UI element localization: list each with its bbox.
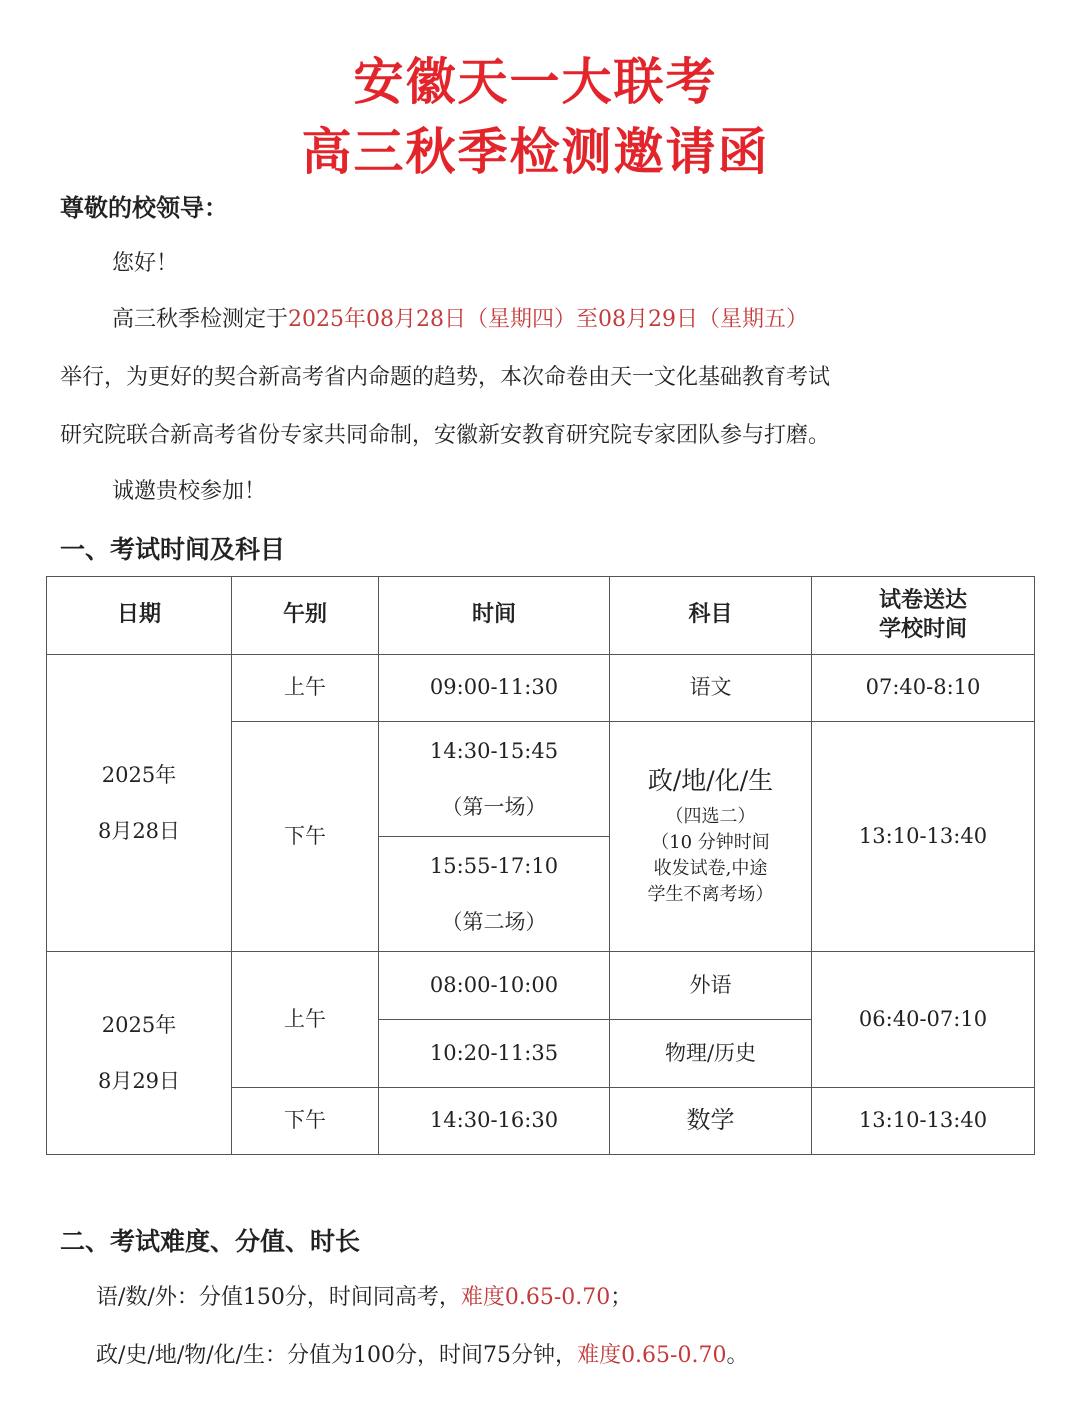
- day2-date-cell: [47, 952, 232, 1155]
- day1-date-cell: [47, 655, 232, 952]
- day1-pm-time2: 15:55-17:10: [429, 854, 559, 878]
- difficulty-row2-red: 难度0.65-0.70: [577, 1343, 727, 1368]
- day2-am-time1: 08:00-10:00: [379, 952, 610, 1020]
- table-row: [47, 655, 1035, 722]
- header-delivery-l1: 试卷送达: [878, 587, 967, 613]
- header-delivery-l2: 学校时间: [878, 616, 967, 642]
- day1-pm-delivery: 13:10-13:40: [812, 722, 1035, 952]
- difficulty-row1-end: ；: [610, 1285, 633, 1310]
- day2-am-delivery: 06:40-07:10: [812, 952, 1035, 1088]
- day1-pm-time1: 14:30-15:45: [429, 739, 559, 763]
- day1-date-l2: 8月28日: [97, 819, 181, 843]
- day1-am-delivery: 07:40-8:10: [812, 655, 1035, 722]
- difficulty-row1-red: 难度0.65-0.70: [460, 1285, 611, 1310]
- difficulty-row2-end: 。: [726, 1343, 749, 1368]
- day2-am-time2: 10:20-11:35: [379, 1020, 610, 1088]
- day1-pm-time1-cell: [379, 722, 610, 837]
- table-row: [47, 952, 1035, 1020]
- day2-date-l1: 2025年: [101, 1013, 177, 1037]
- day2-am-period: 上午: [232, 952, 379, 1088]
- intro-line1: [112, 292, 808, 348]
- day2-pm-delivery: 13:10-13:40: [812, 1088, 1035, 1155]
- day1-pm-note1: （四选二）: [665, 805, 756, 827]
- day2-date-l2: 8月29日: [97, 1069, 181, 1093]
- header-period: 午别: [232, 577, 379, 655]
- day1-pm-session2: （第二场）: [441, 910, 547, 934]
- intro-line2: 举行，为更好的契合新高考省内命题的趋势，本次命卷由天一文化基础教育考试: [60, 365, 831, 390]
- difficulty-row1-text: 语/数/外：分值150分，时间同高考，: [96, 1285, 461, 1310]
- greeting: 尊敬的校领导：: [60, 194, 228, 222]
- difficulty-row1: [96, 1270, 632, 1326]
- day1-pm-note3: 收发试卷,中途: [653, 857, 768, 879]
- day1-pm-subject-cell: [610, 722, 812, 952]
- table-header-row: [47, 577, 1035, 655]
- day1-pm-note2: （10 分钟时间: [651, 831, 770, 853]
- title-line1: 安徽天一大联考: [353, 53, 718, 111]
- title-line2: 高三秋季检测邀请函: [301, 123, 770, 181]
- intro-prefix: 高三秋季检测定于: [112, 307, 289, 332]
- header-delivery: [812, 577, 1035, 655]
- day1-pm-period: 下午: [232, 722, 379, 952]
- day1-pm-note4: 学生不离考场）: [647, 883, 774, 905]
- day2-pm-subject: 数学: [610, 1088, 812, 1155]
- day1-am-time: 09:00-11:30: [379, 655, 610, 722]
- day2-pm-time: 14:30-16:30: [379, 1088, 610, 1155]
- intro-line3: 研究院联合新高考省份专家共同命制，安徽新安教育研究院专家团队参与打磨。: [60, 423, 831, 448]
- difficulty-row2: [96, 1328, 748, 1384]
- day1-pm-time2-cell: [379, 837, 610, 952]
- hello-line: 您好！: [112, 251, 179, 276]
- section1-heading: 一、考试时间及科目: [60, 535, 286, 564]
- day1-date-l1: 2025年: [101, 763, 177, 787]
- day2-am-subject1: 外语: [610, 952, 812, 1020]
- day1-am-period: 上午: [232, 655, 379, 722]
- day1-am-subject: 语文: [610, 655, 812, 722]
- header-subject: 科目: [610, 577, 812, 655]
- section2-heading: 二、考试难度、分值、时长: [60, 1227, 361, 1256]
- day1-pm-subject: 政/地/化/生: [647, 766, 774, 796]
- day1-pm-session1: （第一场）: [441, 795, 547, 819]
- day2-pm-period: 下午: [232, 1088, 379, 1155]
- header-date: 日期: [47, 577, 232, 655]
- difficulty-row2-text: 政/史/地/物/化/生：分值为100分，时间75分钟，: [96, 1343, 578, 1368]
- schedule-table: [46, 576, 1035, 1155]
- day2-am-subject2: 物理/历史: [610, 1020, 812, 1088]
- header-time: 时间: [379, 577, 610, 655]
- invite-line: 诚邀贵校参加！: [112, 479, 267, 504]
- intro-dates: 2025年08月28日（星期四）至08月29日（星期五）: [288, 307, 808, 332]
